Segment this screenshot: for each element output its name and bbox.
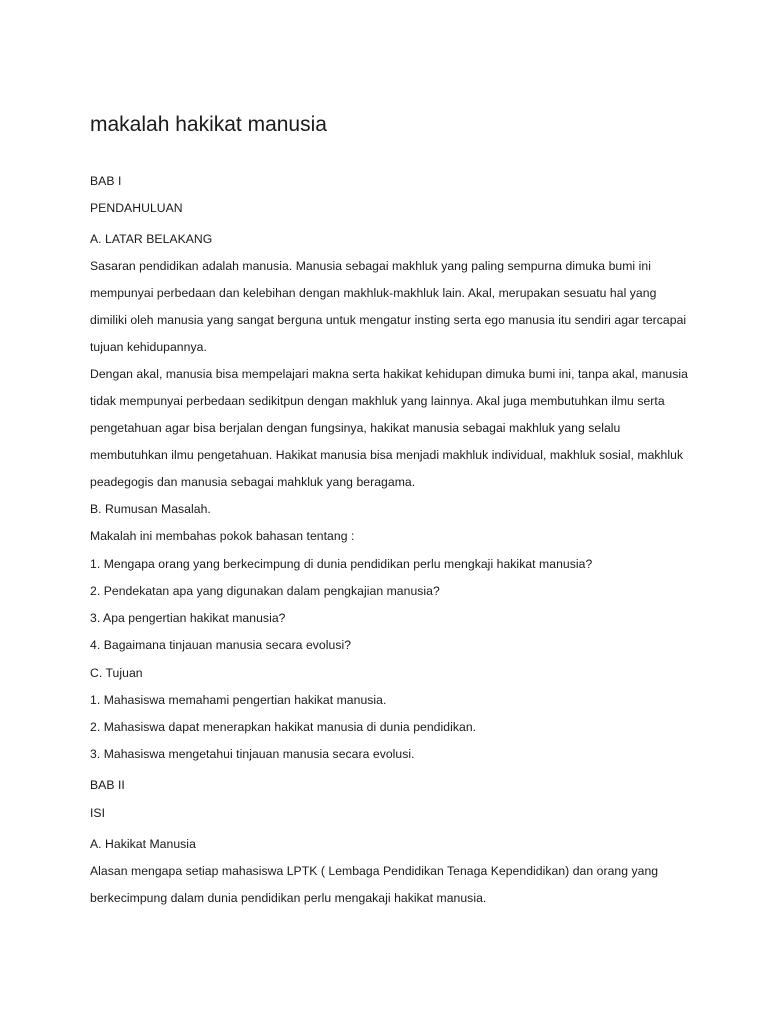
heading-isi: ISI [90, 806, 106, 820]
list-item: 3. Apa pengertian hakikat manusia? [90, 611, 286, 625]
heading-pendahuluan: PENDAHULUAN [90, 201, 183, 215]
list-item: 4. Bagaimana tinjauan manusia secara evolusi? [90, 638, 352, 652]
list-item: 3. Mahasiswa mengetahui tinjauan manusia secara evolusi. [90, 747, 415, 761]
list-item: 1. Mengapa orang yang berkecimpung di dunia pendidikan perlu mengkaji hakikat manusia? [90, 557, 593, 571]
paragraph-line: pengetahuan agar bisa berjalan dengan fungsinya, hakikat manusia sebagai makhluk yang selalu [90, 421, 621, 435]
paragraph-line: Dengan akal, manusia bisa mempelajari makna serta hakikat kehidupan dimuka bumi ini, tanpa akal, manusia [90, 367, 688, 381]
paragraph-line: Alasan mengapa setiap mahasiswa LPTK ( Lembaga Pendidikan Tenaga Kependidikan) dan orang yang [90, 864, 659, 878]
heading-bab-1: BAB I [90, 174, 122, 188]
heading-hakikat-manusia: A. Hakikat Manusia [90, 837, 196, 851]
list-item: 2. Pendekatan apa yang digunakan dalam pengkajian manusia? [90, 584, 440, 598]
paragraph-line: peadegogis dan manusia sebagai mahkluk yang beragama. [90, 475, 416, 489]
paragraph-line: Sasaran pendidikan adalah manusia. Manusia sebagai makhluk yang paling sempurna dimuka bumi ini [90, 259, 651, 273]
heading-latar-belakang: A. LATAR BELAKANG [90, 232, 213, 246]
paragraph-line: mempunyai perbedaan dan kelebihan dengan makhluk-makhluk lain. Akal, merupakan sesuatu hal yang [90, 286, 657, 300]
list-item: 1. Mahasiswa memahami pengertian hakikat manusia. [90, 693, 387, 707]
heading-tujuan: C. Tujuan [90, 666, 143, 680]
list-item: 2. Mahasiswa dapat menerapkan hakikat manusia di dunia pendidikan. [90, 720, 477, 734]
paragraph-line: Makalah ini membahas pokok bahasan tentang : [90, 529, 355, 543]
paragraph-line: tujuan kehidupannya. [90, 340, 207, 354]
paragraph-line: berkecimpung dalam dunia pendidikan perlu mengakaji hakikat manusia. [90, 891, 487, 905]
paragraph-line: tidak mempunyai perbedaan sedikitpun dengan makhluk yang lainnya. Akal juga membutuhkan ilmu serta [90, 394, 665, 408]
heading-bab-2: BAB II [90, 778, 125, 792]
paragraph-line: dimiliki oleh manusia yang sangat berguna untuk mengatur insting serta ego manusia itu sendiri agar tercapai [90, 313, 687, 327]
heading-rumusan-masalah: B. Rumusan Masalah. [90, 502, 211, 516]
document-title: makalah hakikat manusia [90, 113, 327, 136]
paragraph-line: membutuhkan ilmu pengetahuan. Hakikat manusia bisa menjadi makhluk individual, makhluk sosial, makhluk [90, 448, 684, 462]
